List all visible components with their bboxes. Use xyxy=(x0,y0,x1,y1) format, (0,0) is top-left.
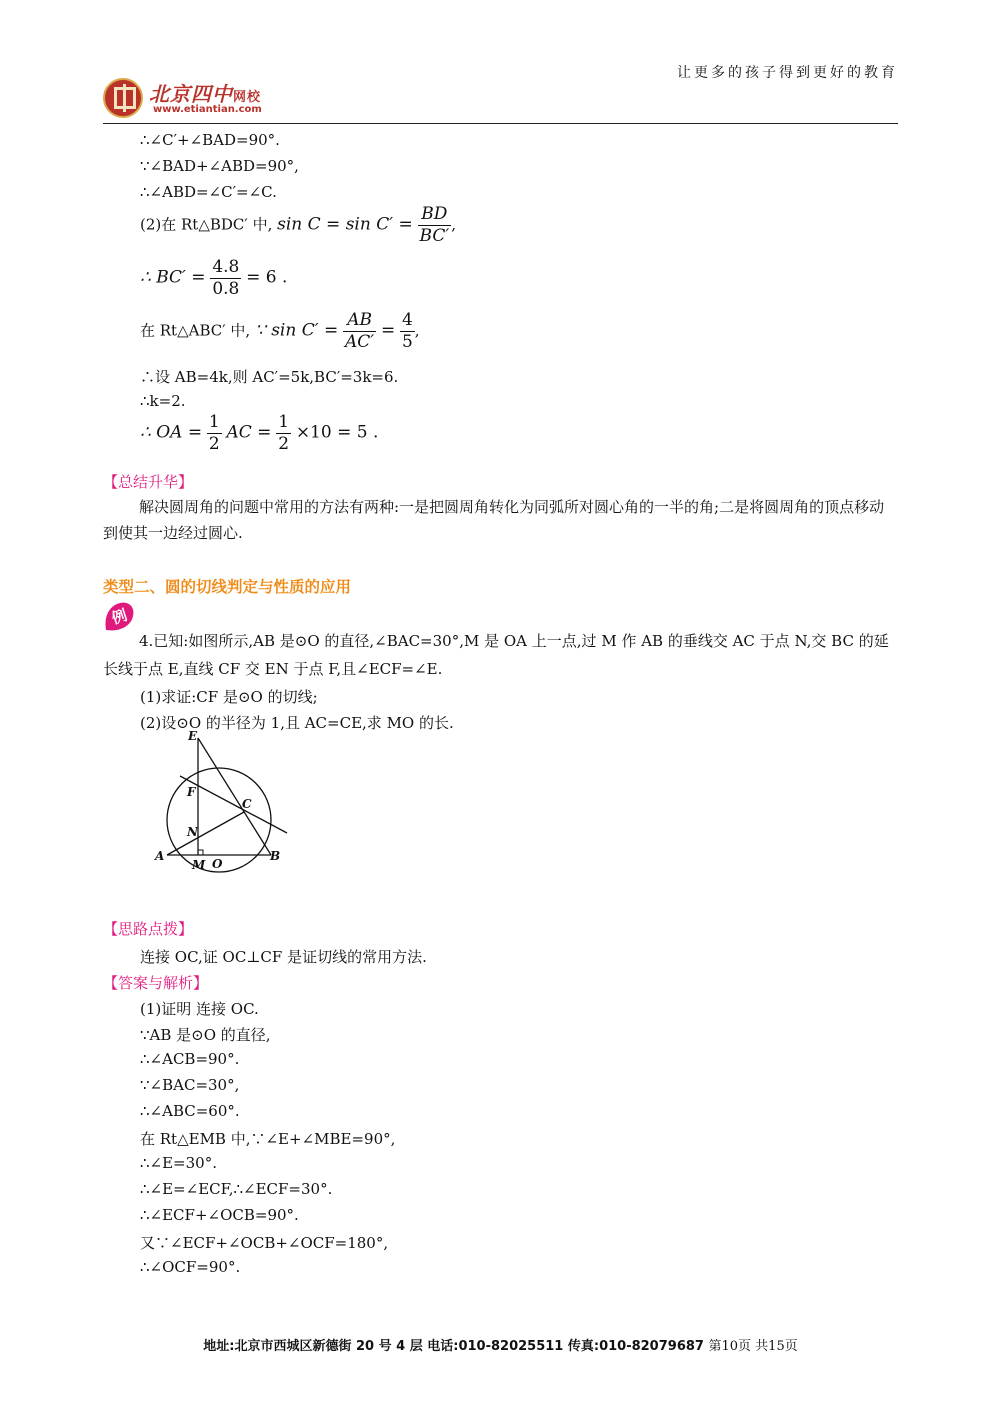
label-e: E xyxy=(188,729,198,743)
line6-prefix: 在 Rt△ABC′ 中, xyxy=(140,321,251,340)
svg-text:例: 例 xyxy=(109,605,130,628)
solution-line-2: ∵∠BAD+∠ABD=90°, xyxy=(140,157,299,175)
right-angle-mark xyxy=(198,850,203,855)
fraction-bd-bc: $\frac{BD}{BC'}$ xyxy=(419,204,450,246)
hint-label: 【思路点拨】 xyxy=(103,920,194,938)
answer-line: ∴∠ACB=90°. xyxy=(140,1050,240,1068)
header-slogan: 让更多的孩子得到更好的教育 xyxy=(677,65,898,81)
summary-label: 【总结升华】 xyxy=(103,473,194,491)
solution-line-8: ∴k=2. xyxy=(140,392,186,410)
fraction-48-08: $\frac{4.8}{0.8}$ xyxy=(212,257,240,299)
question-2: (2)设⊙O 的半径为 1,且 AC=CE,求 MO 的长. xyxy=(140,714,454,732)
geometry-figure xyxy=(150,728,300,878)
logo-url: www.etiantian.com xyxy=(153,104,262,115)
logo xyxy=(103,76,283,122)
answer-line: ∵∠BAC=30°, xyxy=(140,1076,240,1094)
line5-prefix: ∴ BC′ = xyxy=(140,267,206,288)
solution-line-3: ∴∠ABD=∠C′=∠C. xyxy=(140,183,277,201)
problem-text: 4.已知:如图所示,AB 是⊙O 的直径,∠BAC=30°,M 是 OA 上一点,过 M 作 AB 的垂线交 AC 于点 N,交 BC 的延长线于点 E,直线 CF 交 EN 于点 F,且∠ECF=∠E. xyxy=(103,632,889,678)
label-c: C xyxy=(242,797,252,811)
footer-page-number: 第10页 共15页 xyxy=(708,1339,798,1354)
solution-line-6: 在 Rt△ABC′ 中, ∵ sin C′ = $\frac{AB}{AC'}$ = $\frac{4}{5}$ , xyxy=(140,310,420,352)
section-heading: 类型二、圆的切线判定与性质的应用 xyxy=(103,578,352,596)
line6-math: ∵ sin C′ = xyxy=(254,320,339,341)
logo-emblem-icon xyxy=(103,78,143,118)
line-eb xyxy=(198,738,271,855)
page-footer xyxy=(103,1335,898,1354)
answer-line: ∴∠OCF=90°. xyxy=(140,1258,241,1276)
fraction-ab-ac: $\frac{AB}{AC'}$ xyxy=(345,310,375,352)
question-1: (1)求证:CF 是⊙O 的切线; xyxy=(140,688,318,706)
segment-ac xyxy=(167,812,244,855)
label-a: A xyxy=(155,849,165,863)
solution-line-4: (2)在 Rt△BDC′ 中, sin C = sin C′ = $\frac{BD}{BC'}$ , xyxy=(140,204,456,246)
summary-text: 解决圆周角的问题中常用的方法有两种:一是把圆周角转化为同弧所对圆心角的一半的角;二是将圆周角的顶点移动到使其一边经过圆心. xyxy=(103,498,885,542)
logo-name: 北京四中网校 xyxy=(149,82,262,106)
answer-line: ∴∠ECF+∠OCB=90°. xyxy=(140,1206,299,1224)
line4-math: sin C = sin C′ = xyxy=(277,214,413,235)
answer-line: 在 Rt△EMB 中,∵∠E+∠MBE=90°, xyxy=(140,1130,396,1148)
answer-label: 【答案与解析】 xyxy=(103,974,209,992)
answer-line: 又∵∠ECF+∠OCB+∠OCF=180°, xyxy=(140,1234,389,1252)
solution-line-1: ∴∠C′+∠BAD=90°. xyxy=(140,131,280,149)
header-divider xyxy=(103,123,898,124)
fraction-half-2: $\frac{1}{2}$ xyxy=(278,412,290,454)
label-f: F xyxy=(187,785,196,799)
label-o: O xyxy=(212,857,223,871)
footer-address: 地址:北京市西城区新德街 20 号 4 层 电话:010-82025511 传真:010-82079687 xyxy=(203,1339,704,1354)
solution-line-5: ∴ BC′ = $\frac{4.8}{0.8}$ = 6 . xyxy=(140,257,288,299)
label-b: B xyxy=(270,849,281,863)
answer-line: ∴∠E=30°. xyxy=(140,1154,217,1172)
label-n: N xyxy=(187,825,198,839)
hint-text: 连接 OC,证 OC⊥CF 是证切线的常用方法. xyxy=(140,948,427,966)
solution-line-9: ∴ OA = $\frac{1}{2}$ AC = $\frac{1}{2}$ ×10 = 5 . xyxy=(140,412,379,454)
answer-line: ∴∠E=∠ECF,∴∠ECF=30°. xyxy=(140,1180,333,1198)
line4-prefix: (2)在 Rt△BDC′ 中, xyxy=(140,215,273,234)
answer-line: ∵AB 是⊙O 的直径, xyxy=(140,1026,271,1044)
label-m: M xyxy=(192,858,206,872)
answer-line: ∴∠ABC=60°. xyxy=(140,1102,240,1120)
fraction-4-5: $\frac{4}{5}$ xyxy=(401,310,413,352)
fraction-half-1: $\frac{1}{2}$ xyxy=(208,412,220,454)
answer-line: (1)证明 连接 OC. xyxy=(140,1000,259,1018)
line9-prefix: ∴ OA = xyxy=(140,422,203,443)
solution-line-7: ∴设 AB=4k,则 AC′=5k,BC′=3k=6. xyxy=(140,368,399,386)
